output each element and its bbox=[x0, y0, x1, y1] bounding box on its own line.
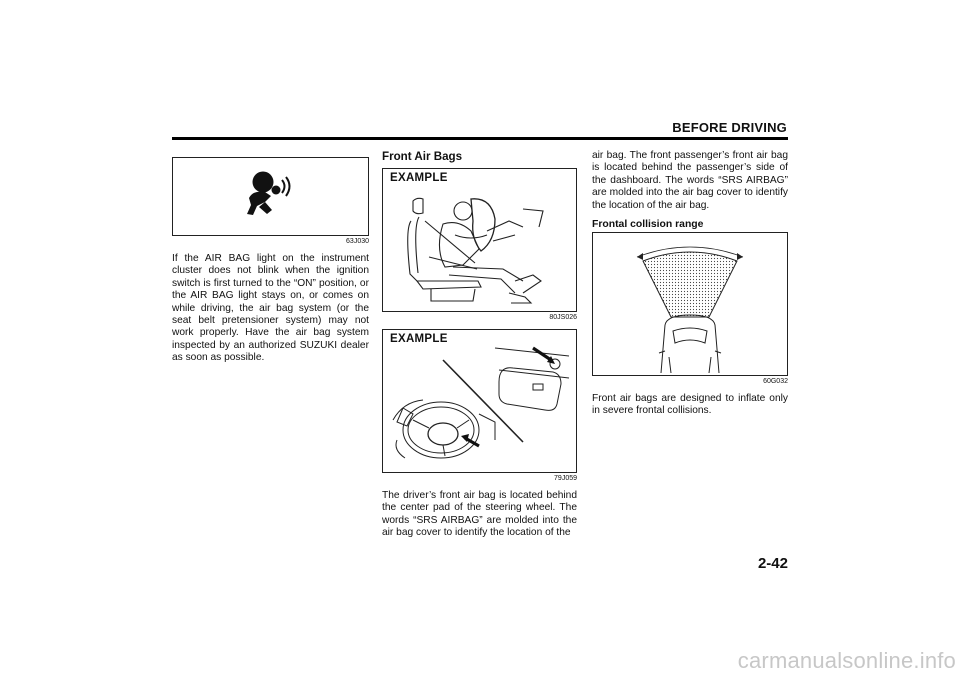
collision-range-figure bbox=[592, 232, 788, 376]
steering-wheel-figure bbox=[382, 329, 577, 473]
example-label: EXAMPLE bbox=[390, 172, 448, 184]
driver-airbag-paragraph: The driver’s front air bag is located behind the center pad of the steering wheel. The words “SRS AIRBAG” are molded into the air bag cover to identify the location of the bbox=[382, 490, 577, 539]
figure-code: 79J059 bbox=[554, 475, 577, 482]
occupant-airbag-illustration bbox=[383, 169, 576, 311]
header-rule bbox=[172, 137, 788, 140]
collision-range-illustration bbox=[593, 233, 787, 375]
watermark: carmanualsonline.info bbox=[737, 648, 956, 673]
column-2 bbox=[382, 150, 577, 540]
page-header-title: BEFORE DRIVING bbox=[672, 120, 787, 135]
figure-code: 63J030 bbox=[346, 238, 369, 245]
frontal-collision-paragraph: Front air bags are designed to inflate only in severe frontal collisions. bbox=[592, 393, 788, 417]
figure-code: 60G032 bbox=[763, 378, 788, 386]
dashboard-airbag-illustration bbox=[383, 330, 576, 472]
subsection-title: Frontal collision range bbox=[592, 219, 704, 231]
driver-airbag-figure bbox=[382, 168, 577, 312]
column-1 bbox=[172, 150, 369, 365]
airbag-warning-icon bbox=[173, 158, 368, 235]
airbag-light-paragraph: If the AIR BAG light on the instrument cluster does not blink when the ignition switch is first turned to the “ON” position, or the AIR BAG light stays on, or comes on while driving, the air bag system (or the seat belt pretensioner system) may not work properly. Have the air bag system inspected by an authorized SUZUKI dealer as soon as possible. bbox=[172, 253, 369, 364]
column-3 bbox=[592, 150, 788, 418]
page-number: 2-42 bbox=[757, 555, 788, 572]
passenger-airbag-paragraph: air bag. The front passenger’s front air bag is located behind the passenger’s side of the dashboard. The words “SRS AIRBAG” are molded into the air bag cover to identify the location of the air bag. bbox=[592, 150, 788, 211]
section-title: Front Air Bags bbox=[382, 150, 463, 163]
figure-code: 80JS026 bbox=[549, 314, 577, 321]
airbag-warning-figure bbox=[172, 157, 369, 236]
example-label: EXAMPLE bbox=[390, 333, 448, 345]
